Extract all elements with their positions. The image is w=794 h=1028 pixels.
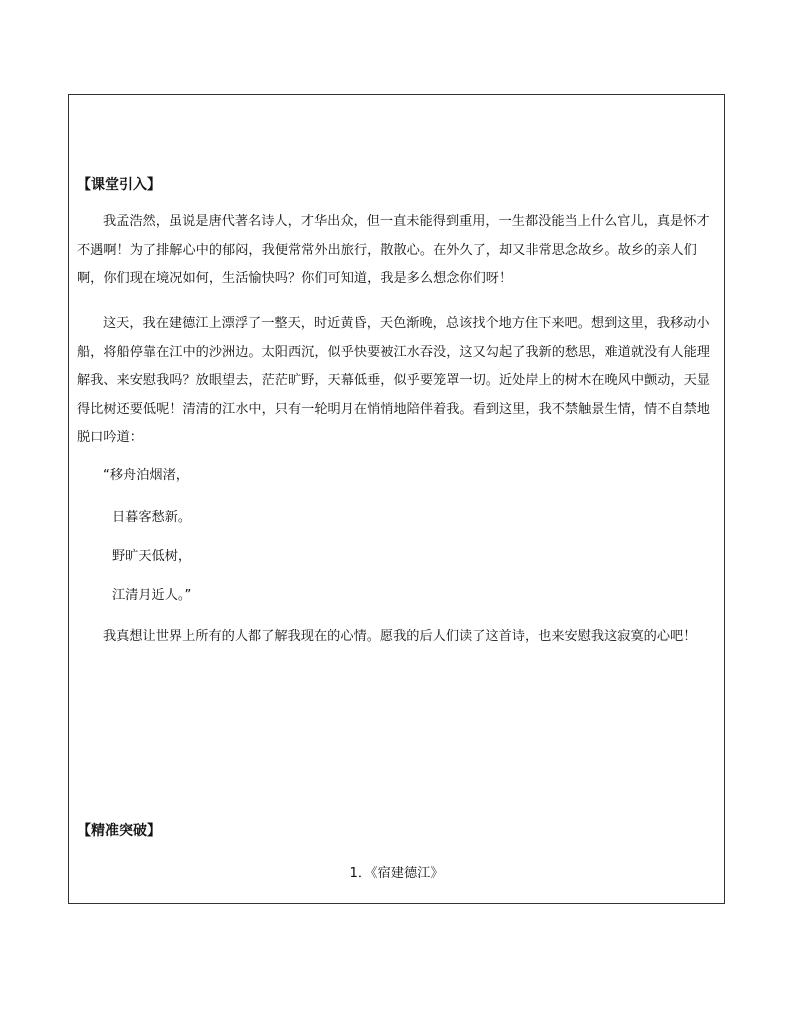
content-frame xyxy=(68,94,725,904)
intro-paragraph-1: 我孟浩然，虽说是唐代著名诗人，才华出众，但一直未能得到重用，一生都没能当上什么官儿，真是怀才不遇啊！为了排解心中的郁闷，我便常常外出旅行，散散心。在外久了，却又非常思念故乡。故乡的亲人们啊，你们现在境况如何，生活愉快吗？你们可知道，我是多么想念你们呀！ xyxy=(77,214,710,286)
intro-closing: 我真想让世界上所有的人都了解我现在的心情。愿我的后人们读了这首诗，也来安慰我这寂寞的心吧！ xyxy=(103,629,697,644)
breakthrough-item-1: 1．《宿建德江》 xyxy=(349,866,444,881)
poem-line-1: “移舟泊烟渚， xyxy=(103,468,189,483)
poem-line-3: 野旷天低树， xyxy=(112,549,192,564)
poem-line-2: 日暮客愁新。 xyxy=(112,510,192,525)
breakthrough-heading: 【精准突破】 xyxy=(77,823,161,839)
poem-line-4: 江清月近人。” xyxy=(112,588,192,603)
intro-heading: 【课堂引入】 xyxy=(77,177,161,193)
intro-paragraph-2: 这天，我在建德江上漂浮了一整天，时近黄昏，天色渐晚，总该找个地方住下来吧。想到这里，我移动小船，将船停靠在江中的沙洲边。太阳西沉，似乎快要被江水吞没，这又勾起了我新的愁思，难道就没有人能理解我、来安慰我吗？放眼望去，茫茫旷野，天幕低垂，似乎要笼罩一切。近处岸上的树木在晚风中颤动，天显得比树还要低呢！清清的江水中，只有一轮明月在悄悄地陪伴着我。看到这里，我不禁触景生情，情不自禁地脱口吟道： xyxy=(77,316,710,445)
